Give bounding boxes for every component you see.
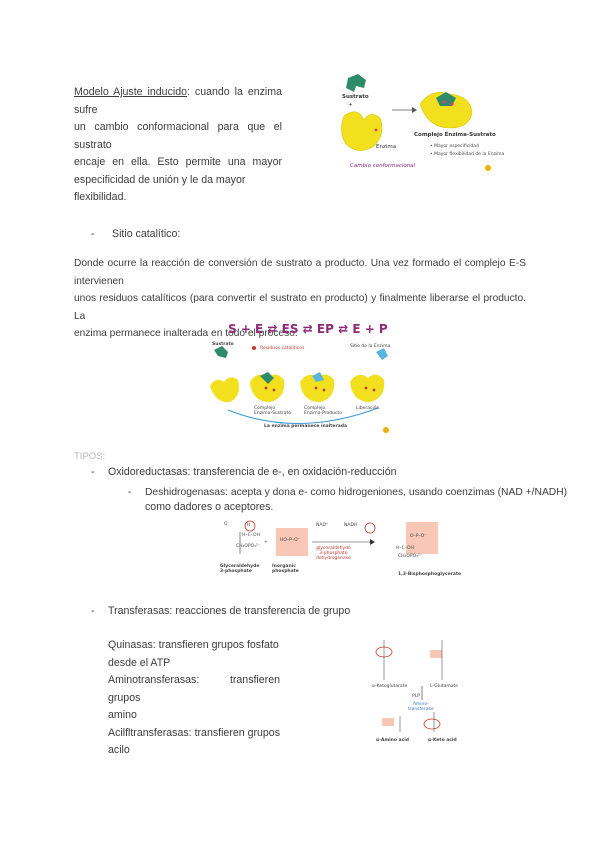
transf-text: Transferasas: reacciones de transferencia de grupo xyxy=(108,605,351,617)
rx-enzyme: glyceraldehyde 3-phosphate dehydrogenase xyxy=(316,546,351,561)
fig2-label-1: Complejo Enzima-Sustrato xyxy=(254,406,292,416)
acil-line-1: Acilfltransferasas: transfieren grupos xyxy=(108,726,280,739)
induced-fit-line-4: especificidad de unión y le da mayor flexibilidad. xyxy=(74,173,246,203)
fig2-label-2: Complejo Enzima-Producto xyxy=(304,406,342,416)
transamination-figure xyxy=(372,634,472,746)
fig1-bullet-2: • Mayor flexibilidad de la Enzima xyxy=(430,152,505,157)
amino-line-1: Aminotransferasas: transfieren grupos xyxy=(108,674,280,704)
rx-g3p: Glyceraldehyde 3-phosphate xyxy=(220,564,260,574)
fig2-label-3: Liberación xyxy=(356,406,380,411)
catalytic-diagram xyxy=(208,342,398,436)
ta-c: α-Amino acid xyxy=(376,738,410,743)
ta-plp: PLP xyxy=(412,694,420,699)
induced-fit-term: Modelo Ajuste inducido xyxy=(74,86,187,98)
induced-fit-figure xyxy=(336,72,514,172)
fig1-sustrato-label: Sustrato xyxy=(342,94,369,100)
ta-b: L-Glutamate xyxy=(430,684,459,689)
rx-plus: + xyxy=(264,540,268,545)
fig2-sitio: Sitio de la Enzima xyxy=(350,344,391,349)
quinasas-line-1: Quinasas: transfieren grupos fosfato xyxy=(108,639,279,651)
induced-fit-line-3: encaje en ella. Esto permite una mayor xyxy=(74,156,282,168)
dehydrogenase-figure: O H H–C–OH CH₂OPO₃²⁻ + HO–P–O⁻ NAD⁺ NADH glyceraldehyde 3-phosphate dehydrogenase O–P–O⁻ H–C–OH CH₂OPO₃²⁻ Glyceraldehyde 3-phosphate Inorganic phosphate 1,3-Bisphosphoglycerate xyxy=(220,518,482,584)
rx-bpg: 1,3-Bisphosphoglycerate xyxy=(398,572,462,577)
rx-pi: Inorganic phosphate xyxy=(272,564,299,574)
induced-fit-line-2: un cambio conformacional para que el sustrato xyxy=(74,121,282,151)
amino-line-2: amino xyxy=(108,709,137,721)
fig1-cambio-label: Cambio conformacional xyxy=(350,163,416,169)
rx-nadh: NADH xyxy=(344,523,358,528)
transf-dash: - xyxy=(91,605,95,617)
catalytic-line-1: Donde ocurre la reacción de conversión de sustrato a producto. Una vez formado el complejo E-S intervienen xyxy=(74,258,526,287)
catalytic-line-3: enzima permanece inalterada en todo el proceso. xyxy=(74,328,298,339)
deshidro-line-1: Deshidrogenasas: acepta y dona e- como hidrogeniones, usando coenzimas (NAD +/NADH) xyxy=(145,487,568,498)
deshidro-line-2: como dadores o aceptores. xyxy=(145,501,274,513)
oxido-dash: - xyxy=(91,466,95,478)
transferase-list xyxy=(108,637,280,760)
induced-fit-diagram xyxy=(336,72,514,172)
tipos-heading: TIPOS: xyxy=(74,451,106,462)
fig1-enzima-label: Enzima xyxy=(376,144,397,150)
acil-line-2: acilo xyxy=(108,744,130,756)
substrate-shape xyxy=(346,74,366,92)
reaction-equation: S + E ⇄ ES ⇄ EP ⇄ E + P xyxy=(228,322,388,336)
induced-fit-line-1: Modelo Ajuste inducido: cuando la enzima sufre xyxy=(74,86,282,116)
oxido-text: Oxidoreductasas: transferencia de e-, en oxidación-reducción xyxy=(108,466,397,478)
catalytic-line-2: unos residuos catalíticos (para convertir el sustrato en producto) y finalmente liberarse el producto. La xyxy=(74,293,526,322)
catalytic-site-dash: - xyxy=(91,228,95,240)
fig1-bullet-1: • Mayor especificidad xyxy=(430,144,479,149)
fig2-sustrato: Sustrato xyxy=(212,342,234,347)
deshidro-dash: - xyxy=(128,486,132,498)
ta-enzyme: Amino- transferase xyxy=(408,702,434,712)
rx-nad: NAD⁺ xyxy=(316,523,329,528)
ta-a: α-Ketoglutarate xyxy=(372,684,408,689)
fig1-complejo-label: Complejo Enzima-Sustrato xyxy=(414,132,496,138)
fig2-bottom: La enzima permanece inalterada xyxy=(264,424,347,429)
fig1-plus: + xyxy=(348,102,353,108)
fig2-residuos: Residuos catalíticos xyxy=(260,346,305,351)
catalytic-site-title: Sitio catalítico: xyxy=(112,228,181,240)
catalytic-figure xyxy=(208,320,398,436)
arrow-head xyxy=(412,107,417,113)
ta-d: α-Keto acid xyxy=(428,738,457,743)
quinasas-line-2: desde el ATP xyxy=(108,656,171,669)
transamination-diagram xyxy=(372,634,472,746)
induced-fit-paragraph xyxy=(74,84,282,207)
